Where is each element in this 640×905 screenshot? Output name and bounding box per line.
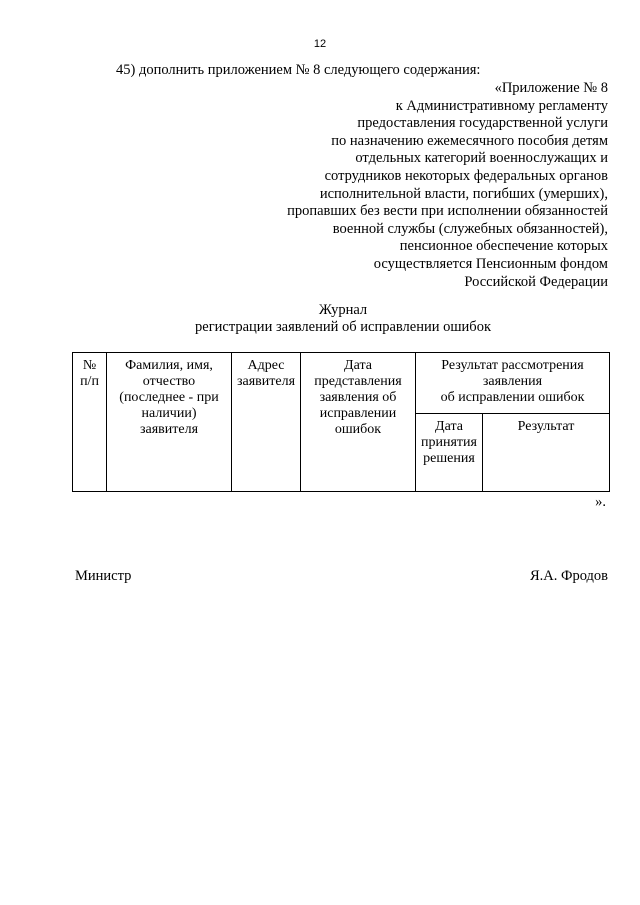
appendix-line: пенсионное обеспечение которых bbox=[399, 238, 608, 255]
appendix-line: по назначению ежемесячного пособия детям bbox=[331, 132, 608, 149]
header-text: заявления bbox=[482, 374, 543, 389]
appendix-line: пропавших без вести при исполнении обязанностей bbox=[287, 203, 608, 220]
journal-subheading: регистрации заявлений об исправлении ошибок bbox=[195, 319, 491, 335]
header-text: заявителя bbox=[236, 374, 296, 389]
header-cell-result bbox=[483, 414, 610, 492]
appendix-line: исполнительной власти, погибших (умерших), bbox=[319, 185, 608, 202]
appendix-line: к Административному регламенту bbox=[395, 97, 608, 114]
appendix-heading bbox=[287, 80, 608, 291]
appendix-line: предоставления государственной услуги bbox=[357, 115, 608, 132]
header-text: № bbox=[82, 358, 97, 373]
appendix-line: отдельных категорий военнослужащих и bbox=[355, 150, 608, 167]
header-text: принятия bbox=[421, 435, 477, 450]
appendix-line: «Приложение № 8 bbox=[494, 80, 608, 96]
header-text: заявителя bbox=[139, 422, 199, 437]
header-text: исправлении bbox=[319, 406, 397, 421]
closing-quote: ». bbox=[595, 494, 606, 510]
header-text: Фамилия, имя, bbox=[125, 358, 213, 373]
header-text: ошибок bbox=[334, 422, 382, 437]
header-text: п/п bbox=[80, 374, 99, 389]
header-text: отчество bbox=[142, 374, 196, 389]
signature-name: Я.А. Фродов bbox=[529, 568, 608, 584]
journal-heading: Журнал bbox=[318, 302, 368, 318]
journal-title bbox=[0, 302, 640, 336]
appendix-line: осуществляется Пенсионным фондом bbox=[373, 255, 608, 272]
appendix-line: сотрудников некоторых федеральных органов bbox=[324, 167, 608, 184]
header-text: заявления об bbox=[319, 390, 397, 405]
signature-role: Министр bbox=[75, 568, 132, 584]
header-text: Адрес bbox=[247, 358, 285, 373]
header-text: представления bbox=[314, 374, 402, 389]
header-cell-name bbox=[107, 353, 232, 492]
header-text: Результат bbox=[517, 419, 575, 434]
header-cell-decision-date bbox=[416, 414, 483, 492]
header-cell-address bbox=[232, 353, 301, 492]
header-text: об исправлении ошибок bbox=[440, 390, 585, 405]
header-text: наличии) bbox=[141, 406, 197, 421]
page-number: 12 bbox=[313, 38, 327, 50]
header-text: Результат рассмотрения bbox=[441, 358, 584, 373]
register-table bbox=[72, 352, 610, 492]
intro-paragraph: 45) дополнить приложением № 8 следующего содержания: bbox=[116, 62, 481, 78]
header-cell-date-submitted bbox=[301, 353, 416, 492]
header-cell-number bbox=[73, 353, 107, 492]
appendix-line: Российской Федерации bbox=[464, 273, 608, 290]
header-text: решения bbox=[423, 451, 475, 466]
header-cell-result-group bbox=[416, 353, 610, 414]
appendix-line: военной службы (служебных обязанностей), bbox=[332, 220, 608, 237]
header-text: Дата bbox=[344, 358, 372, 373]
header-text: Дата bbox=[435, 419, 463, 434]
header-text: (последнее - при bbox=[119, 390, 219, 405]
